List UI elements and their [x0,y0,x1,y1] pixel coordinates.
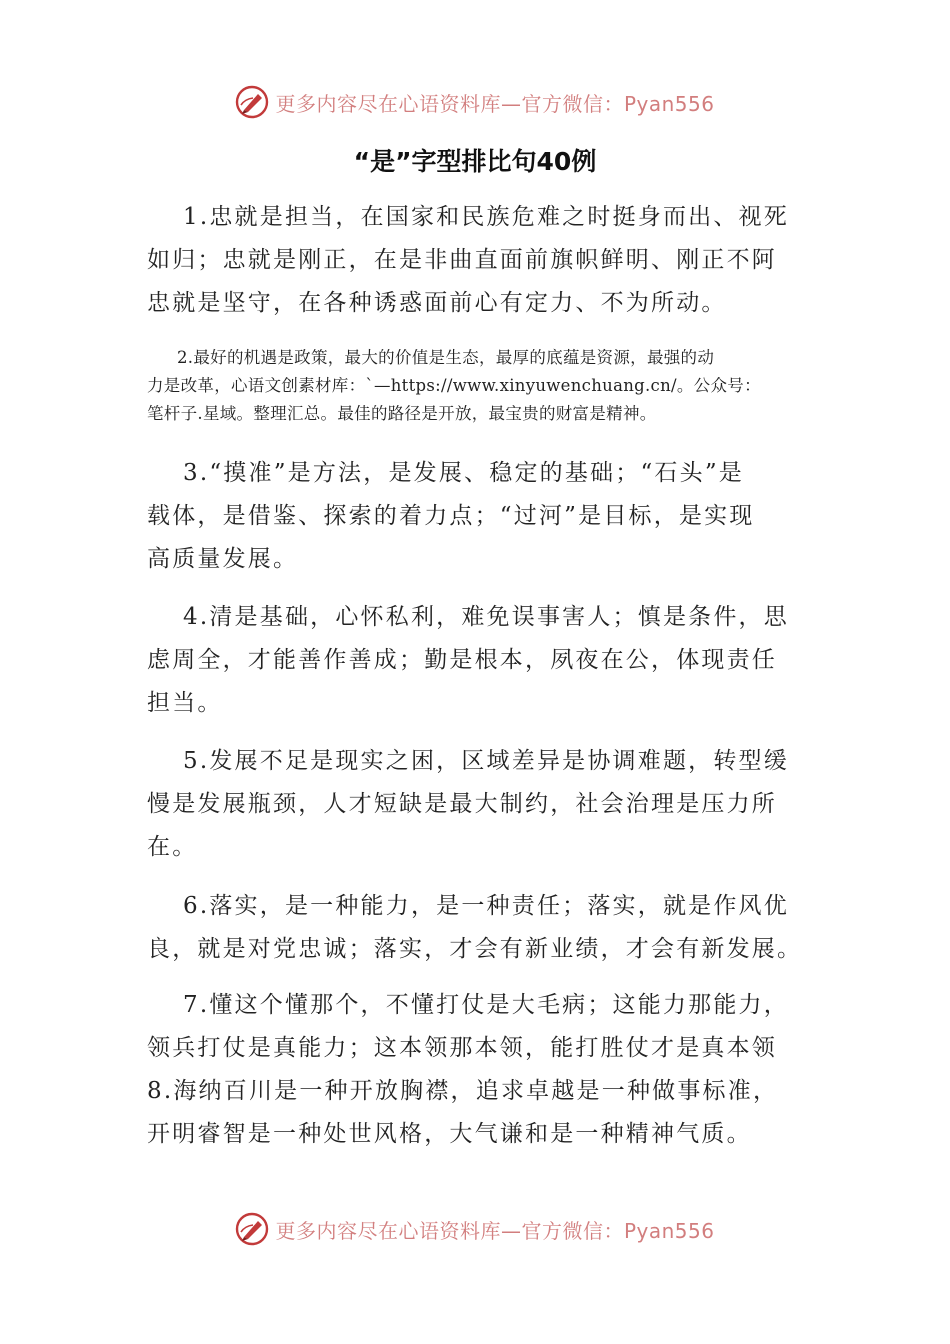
paragraph-3 [147,452,807,581]
paragraph-line: 8.海纳百川是一种开放胸襟，追求卓越是一种做事标准， [147,1078,779,1104]
header-banner [0,77,950,127]
paragraph-line: 担当。 [147,690,223,716]
paragraph-line: 2.最好的机遇是政策，最大的价值是生态，最厚的底蕴是资源，最强的动 [177,348,715,367]
paragraph-line: 慢是发展瓶颈，人才短缺是最大制约，社会治理是压力所 [147,791,777,817]
paragraph-line: 载体，是借鉴、探索的着力点；“过河”是目标，是实现 [147,503,755,529]
paragraph-line: 虑周全，才能善作善成；勤是根本，夙夜在公，体现责任 [147,647,777,673]
paragraph-line: 6.落实，是一种能力，是一种责任；落实，就是作风优 [183,893,789,919]
paragraph-6 [147,885,807,971]
footer-banner-text: 更多内容尽在心语资料库—官方微信：Pyan556 [275,1218,715,1243]
paragraph-4 [147,596,807,725]
paragraph-line: 高质量发展。 [147,546,299,572]
paragraph-line: 7.懂这个懂那个，不懂打仗是大毛病；这能力那能力， [183,992,789,1018]
paragraph-5 [147,740,807,869]
pen-logo-icon [235,1212,269,1246]
paragraph-line: 领兵打仗是真能力；这本领那本领，能打胜仗才是真本领 [147,1035,777,1061]
paragraph-line: 在。 [147,834,198,860]
paragraph-line: 力是改革，心语文创素材库：`—https://www.xinyuwenchuang.cn/。公众号： [147,376,761,395]
paragraph-line: 良，就是对党忠诚；落实，才会有新业绩，才会有新发展。 [147,936,803,962]
document-title: “是”字型排比句40例 [353,147,597,176]
paragraph-2 [147,344,807,428]
footer-banner [0,1204,950,1254]
paragraph-1 [147,196,807,325]
paragraph-line: 1.忠就是担当，在国家和民族危难之时挺身而出、视死 [183,204,789,230]
pen-logo-icon [235,85,269,119]
paragraph-line: 笔杆子.星域。整理汇总。最佳的路径是开放，最宝贵的财富是精神。 [147,404,657,423]
paragraph-line: 4.清是基础，心怀私利，难免误事害人；慎是条件，思 [183,604,789,630]
header-banner-text: 更多内容尽在心语资料库—官方微信：Pyan556 [275,91,715,116]
paragraph-line: 5.发展不足是现实之困，区域差异是协调难题，转型缓 [183,748,789,774]
paragraph-7 [147,984,807,1156]
paragraph-line: 开明睿智是一种处世风格，大气谦和是一种精神气质。 [147,1121,752,1147]
paragraph-line: 如归；忠就是刚正，在是非曲直面前旗帜鲜明、刚正不阿 [147,247,777,273]
paragraph-line: 3.“摸准”是方法，是发展、稳定的基础；“石头”是 [183,460,744,486]
paragraph-line: 忠就是坚守，在各种诱惑面前心有定力、不为所动。 [147,290,727,316]
